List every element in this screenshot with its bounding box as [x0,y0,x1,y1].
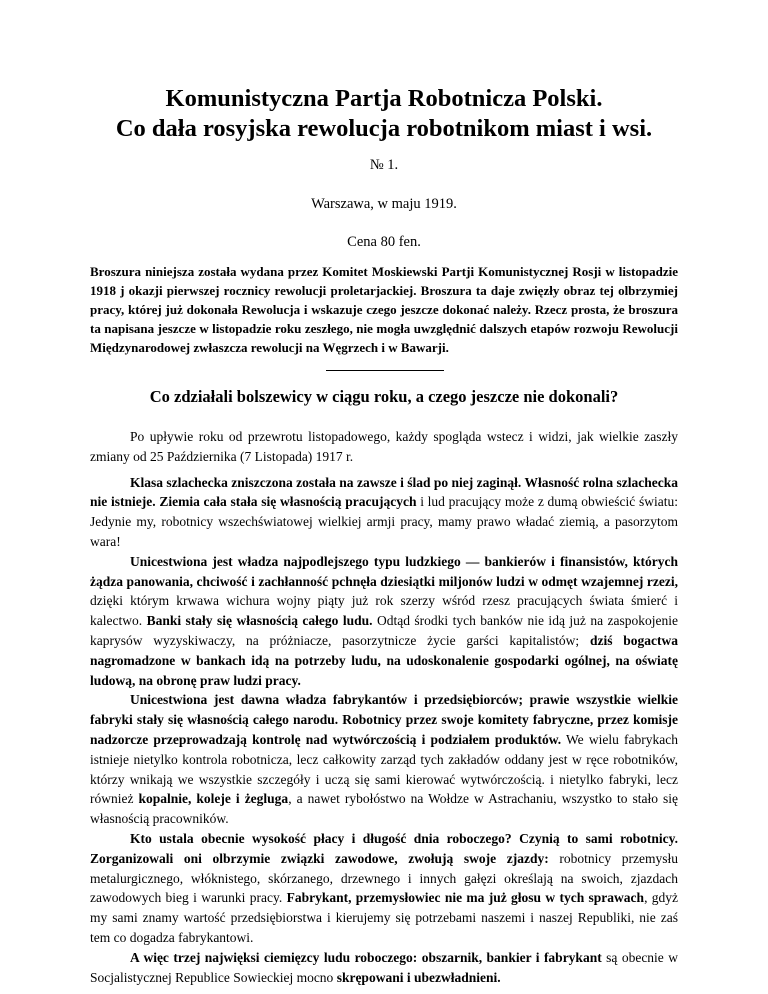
section-heading: Co zdziałali bolszewicy w ciągu roku, a czego jeszcze nie dokonali? [149,387,619,406]
bold-text-run: Banki stały się własnością całego ludu. [146,613,373,629]
issue-number: № 1. [369,157,399,173]
text-run: Odtąd środki tych banków nie idą już na zaspokojenie kaprysów wyzyskiwaczy, na próżniacze, pasorzytnicze życie garści kapitalistów; [90,613,678,648]
editorial-abstract: Broszura niniejsza została wydana przez Komitet Moskiewski Partji Komunistycznej Rosji w listopadzie 1918 j okazji pierwszej rocznicy rewolucji proletarjackiej. Broszura ta daje zwięzły obraz tej olbrzymiej pracy, której już dokonała Rewolucja i wskazuje czego jeszcze dokonać należy. Rzecz prosta, że broszura ta napisana jeszcze w listopadzie roku zeszłego, nie mogła uwzględnić dalszych etapów rozwoju Rewolucji Międzynarodowej zwłaszcza rewolucji na Węgrzech i w Bawarji. [90,264,678,355]
body-paragraph [90,690,678,829]
text-run: We wielu fabrykach istnieje nietylko kontrola robotnicza, lecz całkowity zarząd tych zakładów oddany jest w ręce robotników, którzy wnikają we wszystkie szczegóły i uczą się sami kierować wytwórczością. i nietylko fabryki, lecz również [90,731,678,807]
body-paragraph [90,948,678,988]
dateline: Warszawa, w maju 1919. [311,196,457,212]
text-run: , gdyż my sami znamy wartość przedsiębiorstwa i kierujemy się potrzebami naszemi i naszej Republiki, nie zaś tem co dogadza fabrykantowi. [90,890,679,945]
text-run: , a nawet rybołóstwo na Wołdze w Astrachaniu, wszystko to stało się własnością pracowników. [90,791,678,827]
document-title-line-1: Komunistyczna Partja Robotnicza Polski. [165,85,603,112]
price: Cena 80 fen. [347,234,421,250]
body-paragraph [90,427,678,467]
body-paragraph [90,552,678,691]
text-run: są obecnie w Socjalistycznej Republice Sowieckiej mocno [90,949,678,985]
text-run: dzięki którym krwawa wichura wojny piąty już rok szerzy wśród rzesz pracujących świata śmierć i kalectwo. [90,593,678,629]
body-paragraph [90,473,678,552]
bold-text-run: Unicestwiona jest dawna władza fabrykantów i przedsiębiorców; prawie wszystkie wielkie fabryki stały się własnością całego narodu. Robotnicy przez swoje komitety fabryczne, przez komisje nadzorcze przeprowadzają kontrolę nad wytwórczością i podziałem produktów. [90,692,678,747]
bold-text-run: A więc trzej najwięksi ciemięzcy ludu roboczego: obszarnik, bankier i fabrykant [130,949,602,965]
text-run: i lud pracujący może z dumą obwieścić światu: Jedynie my, robotnicy wszechświatowej wielkiej armji pracy, mamy prawo władać ziemią, a pasorzytom wara! [90,494,678,549]
section-divider [326,370,444,371]
text-run: robotnicy przemysłu metalurgicznego, włóknistego, skórzanego, drzewnego i innych gałęzi określają na swoich, zjazdach zawodowych bieg i warunki pracy. [90,850,678,906]
bold-text-run: Klasa szlachecka zniszczona została na zawsze i ślad po niej zaginął. Własność rolna szlachecka nie istnieje. Ziemia cała stała się własnością pracujących [90,474,678,510]
body-text [90,427,678,987]
bold-text-run: dziś bogactwa nagromadzone w bankach idą na potrzeby ludu, na udoskonalenie gospodarki ogólnej, na oświatę ludową, na obronę praw ludzi pracy. [90,632,679,688]
body-paragraph [90,829,678,948]
bold-text-run: Unicestwiona jest władza najpodlejszego typu ludzkiego — bankierów i finansistów, których żądza panowania, chciwość i zachłanność pchnęła dziesiątki miljonów ludzi w odmęt wzajemnej rzezi, [90,553,678,589]
bold-text-run: kopalnie, koleje i żegluga [138,791,289,807]
bold-text-run: Fabrykant, przemysłowiec nie ma już głosu w tych sprawach [286,890,645,906]
text-run: Po upływie roku od przewrotu listopadowego, każdy spogląda wstecz i widzi, jak wielkie zaszły zmiany od 25 Października (7 Listopada) 1917 r. [90,429,678,464]
bold-text-run: Kto ustala obecnie wysokość płacy i długość dnia roboczego? Czynią to sami robotnicy. Zorganizowali oni olbrzymie związki zawodowe, zwołują swoje zjazdy: [90,830,678,866]
bold-text-run: skrępowani i ubezwładnieni. [336,969,501,985]
document-title-line-2: Co dała rosyjska rewolucja robotnikom miast i wsi. [115,115,653,142]
